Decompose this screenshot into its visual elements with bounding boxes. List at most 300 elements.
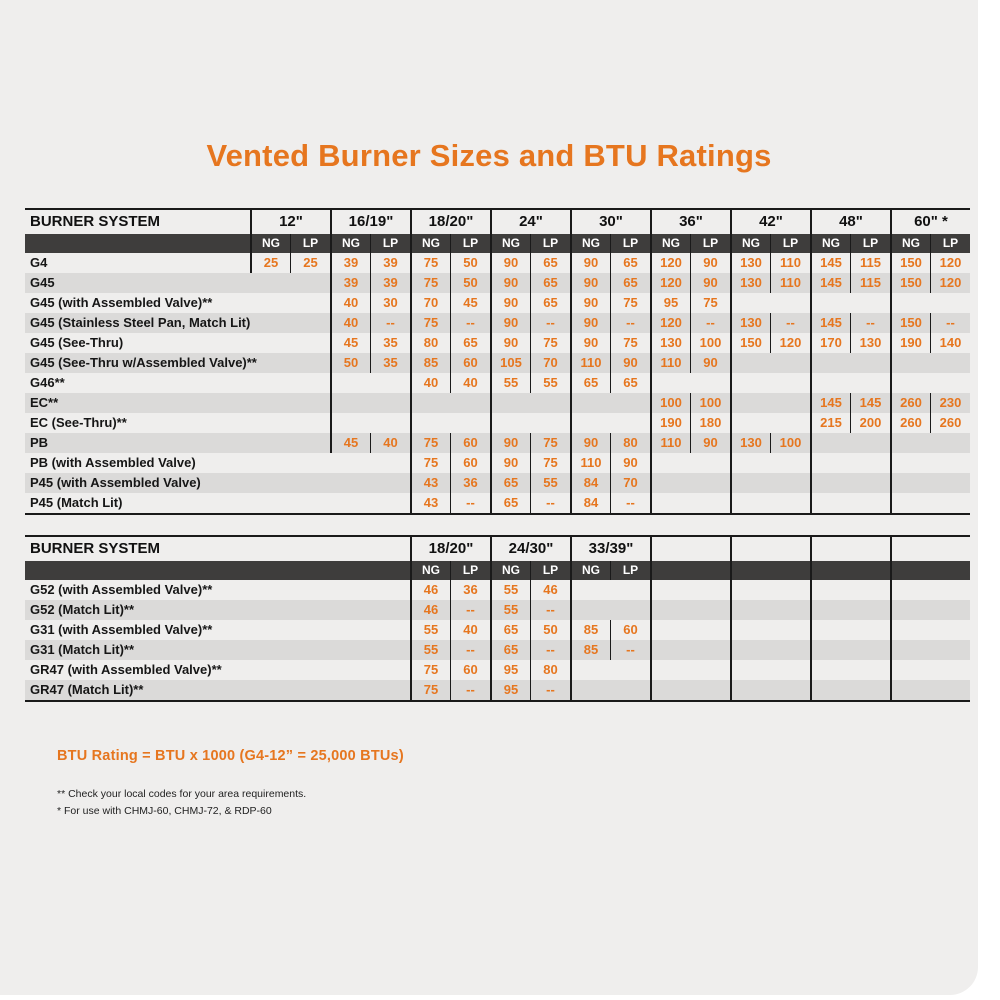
gas-ng-header	[810, 561, 850, 580]
btu-lp-cell: 200	[850, 413, 890, 433]
btu-lp-cell	[770, 660, 810, 680]
btu-ng-cell	[890, 433, 930, 453]
btu-ng-cell: 110	[650, 433, 690, 453]
table-row	[25, 600, 970, 620]
btu-lp-cell	[770, 393, 810, 413]
btu-lp-cell	[290, 433, 330, 453]
btu-lp-cell	[850, 680, 890, 700]
btu-lp-cell: 90	[690, 273, 730, 293]
btu-lp-cell	[530, 393, 570, 413]
btu-ng-cell	[890, 680, 930, 700]
btu-ng-cell	[810, 373, 850, 393]
btu-lp-cell: --	[610, 493, 650, 513]
btu-ng-cell: 75	[410, 273, 450, 293]
burner-name: G45 (See-Thru)	[30, 335, 124, 350]
gas-lp-header: LP	[610, 234, 650, 253]
btu-lp-cell: 230	[930, 393, 970, 413]
btu-ng-cell: 85	[570, 640, 610, 660]
gas-lp-header: LP	[450, 234, 490, 253]
btu-lp-cell: 100	[690, 333, 730, 353]
btu-ng-cell	[490, 393, 530, 413]
btu-ng-cell: 260	[890, 393, 930, 413]
btu-ng-cell	[570, 660, 610, 680]
table-row	[25, 620, 970, 640]
btu-ng-cell: 55	[490, 600, 530, 620]
btu-ng-cell	[890, 640, 930, 660]
btu-ng-cell: 130	[730, 273, 770, 293]
gas-ng-header	[650, 561, 690, 580]
btu-ng-cell	[730, 493, 770, 513]
btu-ng-cell	[810, 600, 850, 620]
btu-lp-cell: 70	[610, 473, 650, 493]
btu-lp-cell	[290, 333, 330, 353]
btu-lp-cell: 90	[690, 353, 730, 373]
gas-lp-header	[690, 561, 730, 580]
burner-name: PB	[30, 435, 49, 450]
btu-ng-cell: 90	[570, 333, 610, 353]
btu-ng-cell	[330, 413, 370, 433]
btu-lp-cell	[850, 640, 890, 660]
btu-ng-cell: 85	[570, 620, 610, 640]
btu-lp-cell	[850, 433, 890, 453]
gas-ng-header: NG	[410, 234, 450, 253]
size-column-header	[730, 537, 810, 561]
btu-ng-cell: 130	[730, 433, 770, 453]
btu-ng-cell: 90	[570, 253, 610, 273]
btu-lp-cell	[770, 353, 810, 373]
btu-ng-cell: 170	[810, 333, 850, 353]
btu-lp-cell	[530, 413, 570, 433]
btu-ng-cell: 25	[250, 253, 290, 273]
btu-ng-cell	[570, 413, 610, 433]
btu-lp-cell: 75	[530, 453, 570, 473]
btu-ng-cell: 90	[570, 313, 610, 333]
btu-lp-cell	[930, 680, 970, 700]
btu-lp-cell: 140	[930, 333, 970, 353]
btu-ng-cell	[730, 680, 770, 700]
btu-ng-cell	[890, 620, 930, 640]
btu-ng-cell	[250, 453, 290, 473]
btu-ng-cell	[650, 373, 690, 393]
burner-name: G45	[30, 275, 55, 290]
table-row	[25, 393, 970, 413]
gas-ng-header	[890, 561, 930, 580]
btu-ng-cell: 260	[890, 413, 930, 433]
table-row	[25, 333, 970, 353]
btu-ng-cell	[250, 333, 290, 353]
burner-name: P45 (Match Lit)	[30, 495, 123, 510]
btu-lp-cell	[450, 393, 490, 413]
btu-lp-cell	[930, 600, 970, 620]
btu-lp-cell	[770, 293, 810, 313]
btu-rating-formula-note: BTU Rating = BTU x 1000 (G4-12” = 25,000 BTUs)	[57, 748, 404, 764]
btu-lp-cell: 39	[370, 273, 410, 293]
btu-lp-cell: 75	[610, 293, 650, 313]
btu-lp-cell: 40	[450, 373, 490, 393]
btu-ng-cell	[650, 680, 690, 700]
btu-lp-cell	[770, 600, 810, 620]
btu-ng-cell	[570, 680, 610, 700]
btu-ng-cell	[810, 580, 850, 600]
btu-ng-cell	[330, 393, 370, 413]
btu-ng-cell	[810, 353, 850, 373]
btu-lp-cell: --	[530, 680, 570, 700]
vented-burner-table-primary	[25, 208, 970, 515]
size-column-header: 36"	[650, 210, 730, 234]
btu-lp-cell: 115	[850, 273, 890, 293]
btu-ng-cell: 90	[570, 433, 610, 453]
btu-ng-cell	[890, 473, 930, 493]
burner-name: G46**	[30, 375, 65, 390]
btu-lp-cell	[930, 453, 970, 473]
btu-ng-cell: 43	[410, 473, 450, 493]
btu-ng-cell	[730, 660, 770, 680]
gas-lp-header: LP	[290, 234, 330, 253]
btu-lp-cell	[290, 373, 330, 393]
btu-lp-cell: 90	[690, 253, 730, 273]
btu-lp-cell: --	[450, 493, 490, 513]
btu-lp-cell: 120	[930, 253, 970, 273]
btu-ng-cell	[890, 660, 930, 680]
btu-ng-cell	[730, 580, 770, 600]
btu-lp-cell	[690, 493, 730, 513]
btu-lp-cell: 39	[370, 253, 410, 273]
btu-lp-cell: 50	[530, 620, 570, 640]
btu-ng-cell	[650, 660, 690, 680]
btu-lp-cell	[610, 393, 650, 413]
btu-ng-cell	[570, 580, 610, 600]
btu-ng-cell: 75	[410, 433, 450, 453]
btu-lp-cell: 75	[610, 333, 650, 353]
btu-ng-cell: 145	[810, 313, 850, 333]
btu-lp-cell	[930, 620, 970, 640]
gas-lp-header: LP	[370, 234, 410, 253]
table-row	[25, 453, 970, 473]
btu-ng-cell: 50	[330, 353, 370, 373]
btu-ng-cell: 75	[410, 453, 450, 473]
btu-ng-cell: 150	[890, 253, 930, 273]
gas-lp-header: LP	[530, 561, 570, 580]
btu-lp-cell	[690, 580, 730, 600]
size-column-header: 24"	[490, 210, 570, 234]
footnote-for-use-with: * For use with CHMJ-60, CHMJ-72, & RDP-60	[57, 805, 272, 817]
btu-ng-cell	[650, 493, 690, 513]
btu-lp-cell: 145	[850, 393, 890, 413]
btu-ng-cell	[890, 580, 930, 600]
btu-lp-cell: --	[770, 313, 810, 333]
btu-ng-cell: 40	[410, 373, 450, 393]
gas-lp-header	[770, 561, 810, 580]
btu-ng-cell	[330, 453, 370, 473]
burner-name: EC (See-Thru)**	[30, 415, 127, 430]
burner-name: G52 (Match Lit)**	[30, 602, 135, 617]
btu-ng-cell: 85	[410, 353, 450, 373]
btu-ng-cell: 95	[490, 680, 530, 700]
btu-lp-cell: 40	[370, 433, 410, 453]
btu-ng-cell	[330, 473, 370, 493]
btu-ng-cell	[810, 433, 850, 453]
btu-lp-cell: 110	[770, 253, 810, 273]
btu-ng-cell	[250, 313, 290, 333]
btu-ng-cell: 55	[490, 373, 530, 393]
btu-ng-cell	[570, 600, 610, 620]
btu-lp-cell: 90	[610, 353, 650, 373]
btu-lp-cell: --	[930, 313, 970, 333]
btu-lp-cell: 35	[370, 353, 410, 373]
btu-ng-cell	[250, 493, 290, 513]
btu-lp-cell: 60	[450, 660, 490, 680]
table-row	[25, 253, 970, 273]
btu-lp-cell	[930, 433, 970, 453]
btu-ng-cell: 120	[650, 313, 690, 333]
btu-ng-cell: 40	[330, 293, 370, 313]
btu-ng-cell: 110	[570, 453, 610, 473]
btu-ng-cell: 145	[810, 393, 850, 413]
table-row	[25, 413, 970, 433]
size-column-header	[650, 537, 730, 561]
btu-ng-cell: 84	[570, 473, 610, 493]
btu-ng-cell: 65	[490, 620, 530, 640]
btu-lp-cell: 100	[690, 393, 730, 413]
btu-lp-cell: 115	[850, 253, 890, 273]
btu-lp-cell	[850, 353, 890, 373]
btu-lp-cell: 65	[530, 273, 570, 293]
btu-ng-cell: 150	[890, 313, 930, 333]
btu-lp-cell: --	[450, 600, 490, 620]
gas-ng-header: NG	[410, 561, 450, 580]
btu-ng-cell: 90	[490, 453, 530, 473]
btu-ng-cell: 39	[330, 253, 370, 273]
btu-ng-cell	[890, 453, 930, 473]
btu-ng-cell	[810, 660, 850, 680]
btu-lp-cell: 65	[530, 293, 570, 313]
btu-ng-cell	[730, 600, 770, 620]
btu-lp-cell	[850, 373, 890, 393]
btu-ng-cell: 120	[650, 273, 690, 293]
size-column-header: 18/20"	[410, 537, 490, 561]
burner-name: P45 (with Assembled Valve)	[30, 475, 201, 490]
btu-ng-cell	[890, 293, 930, 313]
size-header-row	[25, 537, 970, 561]
btu-lp-cell	[770, 493, 810, 513]
btu-ng-cell: 55	[410, 620, 450, 640]
size-column-header: 12"	[250, 210, 330, 234]
gas-bar-name-cell	[25, 234, 250, 253]
btu-ng-cell: 70	[410, 293, 450, 313]
btu-lp-cell	[610, 680, 650, 700]
btu-lp-cell: --	[690, 313, 730, 333]
btu-lp-cell	[370, 413, 410, 433]
btu-lp-cell: 60	[450, 433, 490, 453]
btu-lp-cell: 75	[690, 293, 730, 313]
btu-ng-cell	[250, 353, 290, 373]
btu-ng-cell: 90	[570, 293, 610, 313]
btu-ng-cell: 90	[490, 333, 530, 353]
gas-ng-header: NG	[650, 234, 690, 253]
btu-lp-cell	[930, 293, 970, 313]
btu-ng-cell: 75	[410, 253, 450, 273]
btu-lp-cell: --	[450, 640, 490, 660]
btu-lp-cell	[770, 373, 810, 393]
btu-lp-cell	[290, 353, 330, 373]
btu-lp-cell	[690, 373, 730, 393]
gas-ng-header: NG	[730, 234, 770, 253]
gas-lp-header: LP	[930, 234, 970, 253]
btu-lp-cell	[610, 413, 650, 433]
btu-ng-cell	[730, 640, 770, 660]
btu-lp-cell	[850, 473, 890, 493]
btu-lp-cell: --	[530, 600, 570, 620]
btu-ng-cell: 65	[570, 373, 610, 393]
gas-ng-header: NG	[330, 234, 370, 253]
burner-system-header: BURNER SYSTEM	[30, 540, 161, 557]
btu-ng-cell: 110	[650, 353, 690, 373]
btu-lp-cell: 36	[450, 580, 490, 600]
burner-name: G4	[30, 255, 48, 270]
btu-ng-cell: 215	[810, 413, 850, 433]
btu-ng-cell: 120	[650, 253, 690, 273]
btu-lp-cell	[690, 680, 730, 700]
btu-lp-cell	[290, 473, 330, 493]
btu-ng-cell: 90	[490, 313, 530, 333]
btu-ng-cell: 105	[490, 353, 530, 373]
btu-lp-cell	[930, 353, 970, 373]
size-column-header: 24/30"	[490, 537, 570, 561]
btu-ng-cell	[890, 600, 930, 620]
btu-ng-cell	[250, 393, 290, 413]
btu-ng-cell	[890, 373, 930, 393]
gas-lp-header: LP	[770, 234, 810, 253]
btu-lp-cell	[770, 620, 810, 640]
btu-ng-cell: 145	[810, 253, 850, 273]
burner-system-header: BURNER SYSTEM	[30, 213, 161, 230]
btu-lp-cell: 180	[690, 413, 730, 433]
btu-lp-cell: 60	[450, 453, 490, 473]
btu-lp-cell	[770, 473, 810, 493]
gas-ng-header: NG	[570, 234, 610, 253]
btu-ng-cell: 43	[410, 493, 450, 513]
btu-ng-cell: 90	[490, 293, 530, 313]
btu-ng-cell: 190	[890, 333, 930, 353]
btu-lp-cell: 90	[610, 453, 650, 473]
btu-ng-cell: 150	[890, 273, 930, 293]
gas-type-header-row	[25, 234, 970, 253]
btu-lp-cell	[770, 680, 810, 700]
gas-bar-name-cell	[25, 561, 410, 580]
btu-ng-cell: 45	[330, 333, 370, 353]
btu-lp-cell	[610, 600, 650, 620]
footnote-local-codes: ** Check your local codes for your area requirements.	[57, 788, 307, 800]
btu-lp-cell: 110	[770, 273, 810, 293]
btu-ng-cell: 84	[570, 493, 610, 513]
table-row	[25, 473, 970, 493]
btu-ng-cell	[250, 373, 290, 393]
btu-lp-cell	[850, 493, 890, 513]
btu-ng-cell: 65	[490, 493, 530, 513]
btu-ng-cell: 100	[650, 393, 690, 413]
btu-ng-cell: 95	[490, 660, 530, 680]
btu-lp-cell: --	[530, 640, 570, 660]
btu-lp-cell	[610, 580, 650, 600]
size-header-row	[25, 210, 970, 234]
btu-ng-cell	[650, 620, 690, 640]
burner-name: G31 (with Assembled Valve)**	[30, 622, 213, 637]
btu-ng-cell	[650, 640, 690, 660]
btu-ng-cell	[650, 453, 690, 473]
btu-lp-cell	[450, 413, 490, 433]
btu-ng-cell: 190	[650, 413, 690, 433]
btu-ng-cell	[730, 473, 770, 493]
table-row	[25, 313, 970, 333]
btu-ng-cell: 55	[410, 640, 450, 660]
btu-lp-cell	[370, 373, 410, 393]
btu-ng-cell: 65	[490, 473, 530, 493]
btu-lp-cell	[290, 313, 330, 333]
burner-name: G45 (with Assembled Valve)**	[30, 295, 213, 310]
btu-lp-cell: 65	[530, 253, 570, 273]
btu-ng-cell	[650, 600, 690, 620]
btu-ng-cell	[730, 453, 770, 473]
btu-ng-cell	[730, 620, 770, 640]
btu-lp-cell: 40	[450, 620, 490, 640]
btu-lp-cell	[290, 293, 330, 313]
gas-lp-header: LP	[610, 561, 650, 580]
btu-lp-cell: --	[450, 313, 490, 333]
btu-lp-cell: --	[850, 313, 890, 333]
btu-lp-cell: 65	[450, 333, 490, 353]
page-title: Vented Burner Sizes and BTU Ratings	[206, 138, 772, 173]
btu-lp-cell: 55	[530, 373, 570, 393]
btu-lp-cell	[850, 293, 890, 313]
table-row	[25, 353, 970, 373]
btu-lp-cell: 36	[450, 473, 490, 493]
btu-ng-cell: 145	[810, 273, 850, 293]
btu-lp-cell	[850, 600, 890, 620]
btu-lp-cell: 70	[530, 353, 570, 373]
btu-lp-cell: 55	[530, 473, 570, 493]
btu-ng-cell	[730, 413, 770, 433]
btu-lp-cell: 80	[530, 660, 570, 680]
burner-name: EC**	[30, 395, 59, 410]
btu-lp-cell: 100	[770, 433, 810, 453]
btu-lp-cell	[690, 453, 730, 473]
btu-ng-cell: 75	[410, 680, 450, 700]
btu-ng-cell: 65	[490, 640, 530, 660]
btu-ng-cell: 130	[650, 333, 690, 353]
btu-lp-cell: 50	[450, 253, 490, 273]
table-row	[25, 640, 970, 660]
table-row	[25, 580, 970, 600]
gas-lp-header: LP	[530, 234, 570, 253]
btu-lp-cell: 50	[450, 273, 490, 293]
btu-ng-cell: 95	[650, 293, 690, 313]
btu-ng-cell	[250, 473, 290, 493]
vented-burner-table-secondary	[25, 535, 970, 702]
table-row	[25, 680, 970, 700]
gas-ng-header: NG	[490, 561, 530, 580]
btu-ng-cell: 39	[330, 273, 370, 293]
size-column-header: 33/39"	[570, 537, 650, 561]
btu-ng-cell	[410, 413, 450, 433]
burner-name: G31 (Match Lit)**	[30, 642, 135, 657]
btu-lp-cell: 60	[450, 353, 490, 373]
gas-type-header-row	[25, 561, 970, 580]
btu-ng-cell	[730, 393, 770, 413]
btu-lp-cell	[850, 580, 890, 600]
size-column-header	[810, 537, 890, 561]
btu-lp-cell	[370, 393, 410, 413]
gas-ng-header: NG	[570, 561, 610, 580]
